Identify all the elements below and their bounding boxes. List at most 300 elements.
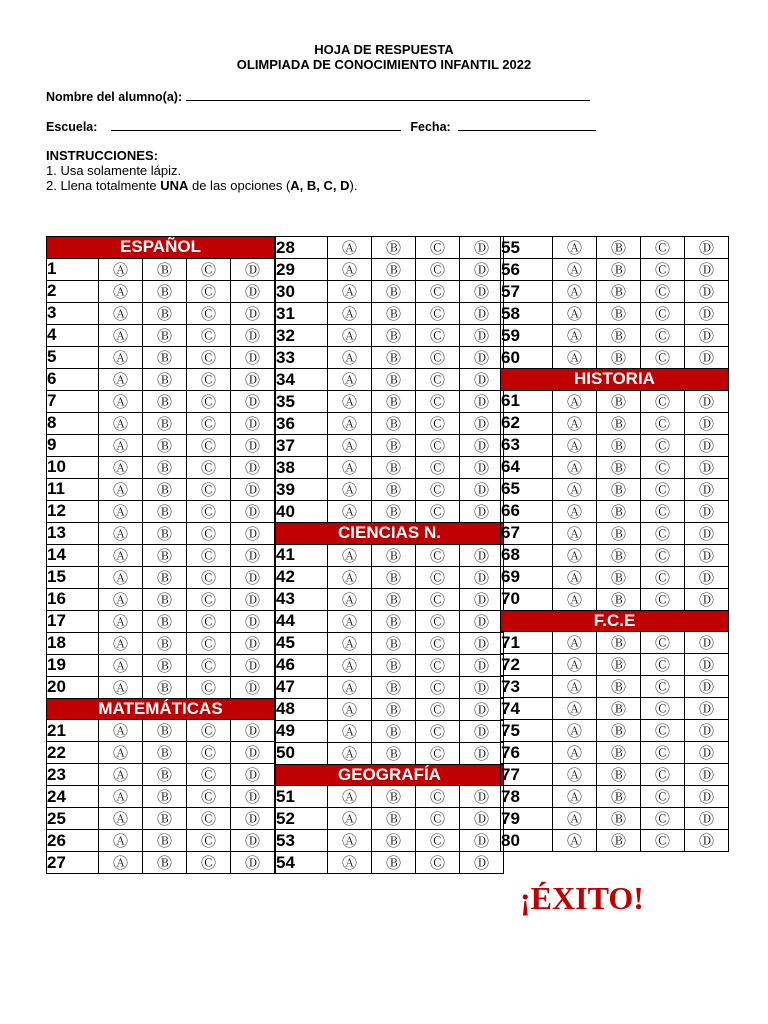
answer-bubble-d[interactable]: Ⓓ (685, 742, 729, 764)
answer-bubble-b[interactable]: Ⓑ (372, 259, 416, 281)
answer-bubble-a[interactable]: Ⓐ (99, 390, 143, 412)
answer-bubble-b[interactable]: Ⓑ (143, 632, 187, 654)
answer-bubble-b[interactable]: Ⓑ (372, 786, 416, 808)
answer-bubble-d[interactable]: Ⓓ (231, 324, 275, 346)
answer-bubble-d[interactable]: Ⓓ (231, 830, 275, 852)
answer-bubble-d[interactable]: Ⓓ (685, 808, 729, 830)
answer-bubble-c[interactable]: Ⓒ (187, 324, 231, 346)
answer-bubble-d[interactable]: Ⓓ (231, 258, 275, 280)
answer-bubble-c[interactable]: Ⓒ (187, 346, 231, 368)
answer-bubble-a[interactable]: Ⓐ (99, 302, 143, 324)
answer-bubble-a[interactable]: Ⓐ (553, 588, 597, 610)
answer-bubble-d[interactable]: Ⓓ (460, 413, 504, 435)
answer-bubble-b[interactable]: Ⓑ (143, 478, 187, 500)
answer-bubble-b[interactable]: Ⓑ (597, 632, 641, 654)
answer-bubble-a[interactable]: Ⓐ (99, 478, 143, 500)
answer-bubble-c[interactable]: Ⓒ (187, 852, 231, 874)
answer-bubble-d[interactable]: Ⓓ (685, 303, 729, 325)
answer-bubble-a[interactable]: Ⓐ (328, 742, 372, 764)
answer-bubble-b[interactable]: Ⓑ (372, 698, 416, 720)
answer-bubble-c[interactable]: Ⓒ (187, 434, 231, 456)
answer-bubble-a[interactable]: Ⓐ (99, 346, 143, 368)
answer-bubble-d[interactable]: Ⓓ (231, 742, 275, 764)
answer-bubble-b[interactable]: Ⓑ (597, 654, 641, 676)
answer-bubble-a[interactable]: Ⓐ (553, 544, 597, 566)
answer-bubble-c[interactable]: Ⓒ (641, 676, 685, 698)
answer-bubble-b[interactable]: Ⓑ (143, 588, 187, 610)
answer-bubble-c[interactable]: Ⓒ (641, 412, 685, 434)
answer-bubble-b[interactable]: Ⓑ (597, 390, 641, 412)
answer-bubble-d[interactable]: Ⓓ (685, 786, 729, 808)
answer-bubble-a[interactable]: Ⓐ (328, 720, 372, 742)
answer-bubble-b[interactable]: Ⓑ (143, 808, 187, 830)
answer-bubble-d[interactable]: Ⓓ (231, 434, 275, 456)
answer-bubble-b[interactable]: Ⓑ (143, 368, 187, 390)
answer-bubble-a[interactable]: Ⓐ (328, 347, 372, 369)
answer-bubble-a[interactable]: Ⓐ (99, 720, 143, 742)
answer-bubble-a[interactable]: Ⓐ (553, 654, 597, 676)
answer-bubble-a[interactable]: Ⓐ (328, 413, 372, 435)
answer-bubble-c[interactable]: Ⓒ (641, 478, 685, 500)
answer-bubble-a[interactable]: Ⓐ (99, 830, 143, 852)
answer-bubble-b[interactable]: Ⓑ (372, 852, 416, 874)
answer-bubble-b[interactable]: Ⓑ (597, 434, 641, 456)
answer-bubble-d[interactable]: Ⓓ (685, 544, 729, 566)
school-field[interactable] (46, 119, 596, 134)
answer-bubble-c[interactable]: Ⓒ (641, 808, 685, 830)
answer-bubble-c[interactable]: Ⓒ (187, 808, 231, 830)
answer-bubble-b[interactable]: Ⓑ (143, 610, 187, 632)
answer-bubble-d[interactable]: Ⓓ (460, 588, 504, 610)
answer-bubble-d[interactable]: Ⓓ (231, 786, 275, 808)
answer-bubble-a[interactable]: Ⓐ (553, 522, 597, 544)
answer-bubble-a[interactable]: Ⓐ (553, 281, 597, 303)
answer-bubble-a[interactable]: Ⓐ (99, 522, 143, 544)
answer-bubble-c[interactable]: Ⓒ (416, 654, 460, 676)
answer-bubble-c[interactable]: Ⓒ (416, 720, 460, 742)
answer-bubble-d[interactable]: Ⓓ (231, 412, 275, 434)
answer-bubble-c[interactable]: Ⓒ (641, 522, 685, 544)
answer-bubble-d[interactable]: Ⓓ (460, 369, 504, 391)
answer-bubble-a[interactable]: Ⓐ (99, 676, 143, 698)
answer-bubble-b[interactable]: Ⓑ (143, 412, 187, 434)
answer-bubble-c[interactable]: Ⓒ (416, 479, 460, 501)
answer-bubble-c[interactable]: Ⓒ (416, 259, 460, 281)
answer-bubble-d[interactable]: Ⓓ (685, 434, 729, 456)
answer-bubble-a[interactable]: Ⓐ (328, 786, 372, 808)
answer-bubble-c[interactable]: Ⓒ (187, 632, 231, 654)
answer-bubble-c[interactable]: Ⓒ (641, 325, 685, 347)
date-line[interactable] (458, 119, 596, 131)
answer-bubble-c[interactable]: Ⓒ (416, 544, 460, 566)
answer-bubble-d[interactable]: Ⓓ (231, 500, 275, 522)
answer-bubble-c[interactable]: Ⓒ (641, 588, 685, 610)
answer-bubble-c[interactable]: Ⓒ (641, 390, 685, 412)
answer-bubble-d[interactable]: Ⓓ (460, 544, 504, 566)
answer-bubble-a[interactable]: Ⓐ (553, 478, 597, 500)
answer-bubble-a[interactable]: Ⓐ (328, 830, 372, 852)
answer-bubble-c[interactable]: Ⓒ (641, 654, 685, 676)
answer-bubble-c[interactable]: Ⓒ (641, 434, 685, 456)
answer-bubble-b[interactable]: Ⓑ (372, 808, 416, 830)
answer-bubble-a[interactable]: Ⓐ (328, 325, 372, 347)
answer-bubble-b[interactable]: Ⓑ (372, 325, 416, 347)
answer-bubble-d[interactable]: Ⓓ (231, 566, 275, 588)
answer-bubble-c[interactable]: Ⓒ (416, 325, 460, 347)
answer-bubble-a[interactable]: Ⓐ (99, 324, 143, 346)
answer-bubble-c[interactable]: Ⓒ (416, 610, 460, 632)
answer-bubble-b[interactable]: Ⓑ (372, 610, 416, 632)
answer-bubble-a[interactable]: Ⓐ (99, 610, 143, 632)
answer-bubble-d[interactable]: Ⓓ (685, 654, 729, 676)
answer-bubble-a[interactable]: Ⓐ (553, 434, 597, 456)
answer-bubble-a[interactable]: Ⓐ (328, 698, 372, 720)
answer-bubble-d[interactable]: Ⓓ (460, 479, 504, 501)
answer-bubble-c[interactable]: Ⓒ (416, 742, 460, 764)
answer-bubble-b[interactable]: Ⓑ (597, 544, 641, 566)
answer-bubble-d[interactable]: Ⓓ (460, 676, 504, 698)
answer-bubble-a[interactable]: Ⓐ (99, 566, 143, 588)
answer-bubble-b[interactable]: Ⓑ (597, 698, 641, 720)
answer-bubble-c[interactable]: Ⓒ (187, 676, 231, 698)
answer-bubble-d[interactable]: Ⓓ (685, 500, 729, 522)
answer-bubble-d[interactable]: Ⓓ (460, 698, 504, 720)
answer-bubble-b[interactable]: Ⓑ (372, 830, 416, 852)
answer-bubble-a[interactable]: Ⓐ (328, 281, 372, 303)
answer-bubble-b[interactable]: Ⓑ (143, 742, 187, 764)
answer-bubble-d[interactable]: Ⓓ (460, 281, 504, 303)
answer-bubble-d[interactable]: Ⓓ (460, 654, 504, 676)
answer-bubble-c[interactable]: Ⓒ (187, 786, 231, 808)
answer-bubble-a[interactable]: Ⓐ (328, 808, 372, 830)
answer-bubble-a[interactable]: Ⓐ (553, 698, 597, 720)
answer-bubble-a[interactable]: Ⓐ (99, 852, 143, 874)
answer-bubble-b[interactable]: Ⓑ (372, 369, 416, 391)
answer-bubble-d[interactable]: Ⓓ (231, 610, 275, 632)
answer-bubble-d[interactable]: Ⓓ (460, 347, 504, 369)
answer-bubble-b[interactable]: Ⓑ (143, 566, 187, 588)
school-line[interactable] (111, 119, 401, 131)
answer-bubble-b[interactable]: Ⓑ (143, 676, 187, 698)
answer-bubble-d[interactable]: Ⓓ (231, 654, 275, 676)
answer-bubble-b[interactable]: Ⓑ (597, 478, 641, 500)
answer-bubble-a[interactable]: Ⓐ (553, 390, 597, 412)
answer-bubble-c[interactable]: Ⓒ (641, 237, 685, 259)
answer-bubble-b[interactable]: Ⓑ (597, 764, 641, 786)
answer-bubble-a[interactable]: Ⓐ (99, 742, 143, 764)
answer-bubble-d[interactable]: Ⓓ (460, 786, 504, 808)
answer-bubble-b[interactable]: Ⓑ (597, 259, 641, 281)
answer-bubble-c[interactable]: Ⓒ (187, 456, 231, 478)
answer-bubble-d[interactable]: Ⓓ (231, 478, 275, 500)
answer-bubble-c[interactable]: Ⓒ (187, 566, 231, 588)
answer-bubble-a[interactable]: Ⓐ (553, 566, 597, 588)
answer-bubble-d[interactable]: Ⓓ (460, 742, 504, 764)
answer-bubble-c[interactable]: Ⓒ (416, 413, 460, 435)
answer-bubble-c[interactable]: Ⓒ (641, 786, 685, 808)
answer-bubble-d[interactable]: Ⓓ (685, 830, 729, 852)
answer-bubble-b[interactable]: Ⓑ (143, 830, 187, 852)
answer-bubble-d[interactable]: Ⓓ (685, 325, 729, 347)
answer-bubble-c[interactable]: Ⓒ (641, 698, 685, 720)
answer-bubble-c[interactable]: Ⓒ (641, 720, 685, 742)
answer-bubble-b[interactable]: Ⓑ (597, 676, 641, 698)
answer-bubble-d[interactable]: Ⓓ (460, 325, 504, 347)
answer-bubble-c[interactable]: Ⓒ (187, 390, 231, 412)
answer-bubble-c[interactable]: Ⓒ (416, 347, 460, 369)
answer-bubble-c[interactable]: Ⓒ (641, 303, 685, 325)
answer-bubble-d[interactable]: Ⓓ (685, 588, 729, 610)
answer-bubble-b[interactable]: Ⓑ (143, 852, 187, 874)
answer-bubble-c[interactable]: Ⓒ (187, 522, 231, 544)
answer-bubble-a[interactable]: Ⓐ (99, 632, 143, 654)
answer-bubble-b[interactable]: Ⓑ (372, 347, 416, 369)
answer-bubble-b[interactable]: Ⓑ (372, 303, 416, 325)
answer-bubble-a[interactable]: Ⓐ (99, 280, 143, 302)
answer-bubble-a[interactable]: Ⓐ (328, 391, 372, 413)
answer-bubble-c[interactable]: Ⓒ (416, 566, 460, 588)
answer-bubble-a[interactable]: Ⓐ (99, 588, 143, 610)
answer-bubble-a[interactable]: Ⓐ (553, 830, 597, 852)
answer-bubble-d[interactable]: Ⓓ (685, 281, 729, 303)
answer-bubble-b[interactable]: Ⓑ (597, 325, 641, 347)
answer-bubble-a[interactable]: Ⓐ (553, 676, 597, 698)
answer-bubble-d[interactable]: Ⓓ (231, 390, 275, 412)
answer-bubble-b[interactable]: Ⓑ (372, 281, 416, 303)
answer-bubble-b[interactable]: Ⓑ (143, 456, 187, 478)
answer-bubble-d[interactable]: Ⓓ (460, 303, 504, 325)
answer-bubble-c[interactable]: Ⓒ (187, 764, 231, 786)
answer-bubble-d[interactable]: Ⓓ (685, 390, 729, 412)
answer-bubble-a[interactable]: Ⓐ (553, 808, 597, 830)
answer-bubble-b[interactable]: Ⓑ (597, 808, 641, 830)
answer-bubble-d[interactable]: Ⓓ (231, 544, 275, 566)
answer-bubble-d[interactable]: Ⓓ (685, 720, 729, 742)
answer-bubble-d[interactable]: Ⓓ (231, 522, 275, 544)
answer-bubble-c[interactable]: Ⓒ (416, 435, 460, 457)
answer-bubble-b[interactable]: Ⓑ (143, 346, 187, 368)
answer-bubble-d[interactable]: Ⓓ (460, 566, 504, 588)
student-name-line[interactable] (186, 89, 590, 101)
answer-bubble-d[interactable]: Ⓓ (231, 852, 275, 874)
answer-bubble-d[interactable]: Ⓓ (685, 764, 729, 786)
answer-bubble-a[interactable]: Ⓐ (553, 500, 597, 522)
answer-bubble-a[interactable]: Ⓐ (553, 237, 597, 259)
answer-bubble-b[interactable]: Ⓑ (597, 720, 641, 742)
answer-bubble-d[interactable]: Ⓓ (231, 280, 275, 302)
answer-bubble-c[interactable]: Ⓒ (416, 852, 460, 874)
answer-bubble-a[interactable]: Ⓐ (328, 632, 372, 654)
answer-bubble-c[interactable]: Ⓒ (641, 281, 685, 303)
answer-bubble-a[interactable]: Ⓐ (553, 347, 597, 369)
student-name-field[interactable] (46, 89, 590, 104)
answer-bubble-d[interactable]: Ⓓ (231, 346, 275, 368)
answer-bubble-a[interactable]: Ⓐ (553, 632, 597, 654)
answer-bubble-b[interactable]: Ⓑ (372, 237, 416, 259)
answer-bubble-d[interactable]: Ⓓ (685, 522, 729, 544)
answer-bubble-a[interactable]: Ⓐ (328, 457, 372, 479)
answer-bubble-d[interactable]: Ⓓ (460, 808, 504, 830)
answer-bubble-a[interactable]: Ⓐ (99, 764, 143, 786)
answer-bubble-a[interactable]: Ⓐ (553, 786, 597, 808)
answer-bubble-a[interactable]: Ⓐ (553, 764, 597, 786)
answer-bubble-d[interactable]: Ⓓ (685, 698, 729, 720)
answer-bubble-a[interactable]: Ⓐ (328, 259, 372, 281)
answer-bubble-a[interactable]: Ⓐ (328, 610, 372, 632)
answer-bubble-c[interactable]: Ⓒ (641, 456, 685, 478)
answer-bubble-a[interactable]: Ⓐ (99, 544, 143, 566)
answer-bubble-b[interactable]: Ⓑ (597, 786, 641, 808)
answer-bubble-c[interactable]: Ⓒ (641, 764, 685, 786)
answer-bubble-c[interactable]: Ⓒ (416, 676, 460, 698)
answer-bubble-d[interactable]: Ⓓ (460, 237, 504, 259)
answer-bubble-d[interactable]: Ⓓ (685, 237, 729, 259)
answer-bubble-a[interactable]: Ⓐ (99, 412, 143, 434)
answer-bubble-d[interactable]: Ⓓ (460, 391, 504, 413)
answer-bubble-c[interactable]: Ⓒ (416, 369, 460, 391)
answer-bubble-d[interactable]: Ⓓ (460, 852, 504, 874)
answer-bubble-b[interactable]: Ⓑ (597, 237, 641, 259)
answer-bubble-b[interactable]: Ⓑ (372, 654, 416, 676)
answer-bubble-b[interactable]: Ⓑ (143, 280, 187, 302)
answer-bubble-c[interactable]: Ⓒ (187, 610, 231, 632)
answer-bubble-a[interactable]: Ⓐ (328, 852, 372, 874)
answer-bubble-d[interactable]: Ⓓ (231, 676, 275, 698)
answer-bubble-b[interactable]: Ⓑ (372, 413, 416, 435)
answer-bubble-d[interactable]: Ⓓ (460, 720, 504, 742)
answer-bubble-b[interactable]: Ⓑ (372, 720, 416, 742)
answer-bubble-d[interactable]: Ⓓ (460, 632, 504, 654)
answer-bubble-a[interactable]: Ⓐ (553, 259, 597, 281)
answer-bubble-b[interactable]: Ⓑ (597, 281, 641, 303)
answer-bubble-d[interactable]: Ⓓ (231, 808, 275, 830)
answer-bubble-b[interactable]: Ⓑ (372, 544, 416, 566)
answer-bubble-c[interactable]: Ⓒ (416, 501, 460, 523)
answer-bubble-b[interactable]: Ⓑ (597, 566, 641, 588)
answer-bubble-b[interactable]: Ⓑ (597, 456, 641, 478)
answer-bubble-b[interactable]: Ⓑ (372, 479, 416, 501)
answer-bubble-c[interactable]: Ⓒ (641, 566, 685, 588)
answer-bubble-a[interactable]: Ⓐ (99, 654, 143, 676)
answer-bubble-b[interactable]: Ⓑ (143, 390, 187, 412)
answer-bubble-b[interactable]: Ⓑ (372, 457, 416, 479)
answer-bubble-b[interactable]: Ⓑ (372, 676, 416, 698)
answer-bubble-c[interactable]: Ⓒ (641, 500, 685, 522)
answer-bubble-b[interactable]: Ⓑ (143, 434, 187, 456)
answer-bubble-b[interactable]: Ⓑ (597, 522, 641, 544)
answer-bubble-b[interactable]: Ⓑ (597, 412, 641, 434)
answer-bubble-b[interactable]: Ⓑ (372, 501, 416, 523)
answer-bubble-c[interactable]: Ⓒ (187, 742, 231, 764)
answer-bubble-d[interactable]: Ⓓ (685, 347, 729, 369)
answer-bubble-c[interactable]: Ⓒ (187, 830, 231, 852)
answer-bubble-c[interactable]: Ⓒ (641, 632, 685, 654)
answer-bubble-a[interactable]: Ⓐ (99, 434, 143, 456)
answer-bubble-b[interactable]: Ⓑ (597, 742, 641, 764)
answer-bubble-b[interactable]: Ⓑ (143, 302, 187, 324)
answer-bubble-c[interactable]: Ⓒ (187, 500, 231, 522)
answer-bubble-c[interactable]: Ⓒ (641, 347, 685, 369)
answer-bubble-b[interactable]: Ⓑ (597, 347, 641, 369)
answer-bubble-c[interactable]: Ⓒ (416, 237, 460, 259)
answer-bubble-c[interactable]: Ⓒ (187, 544, 231, 566)
answer-bubble-c[interactable]: Ⓒ (187, 478, 231, 500)
answer-bubble-b[interactable]: Ⓑ (372, 588, 416, 610)
answer-bubble-c[interactable]: Ⓒ (641, 544, 685, 566)
answer-bubble-a[interactable]: Ⓐ (328, 588, 372, 610)
answer-bubble-c[interactable]: Ⓒ (641, 742, 685, 764)
answer-bubble-d[interactable]: Ⓓ (231, 588, 275, 610)
answer-bubble-c[interactable]: Ⓒ (187, 258, 231, 280)
answer-bubble-c[interactable]: Ⓒ (416, 391, 460, 413)
answer-bubble-a[interactable]: Ⓐ (328, 566, 372, 588)
answer-bubble-c[interactable]: Ⓒ (641, 830, 685, 852)
answer-bubble-b[interactable]: Ⓑ (143, 258, 187, 280)
answer-bubble-d[interactable]: Ⓓ (460, 610, 504, 632)
answer-bubble-a[interactable]: Ⓐ (328, 369, 372, 391)
answer-bubble-c[interactable]: Ⓒ (416, 808, 460, 830)
answer-bubble-a[interactable]: Ⓐ (328, 676, 372, 698)
answer-bubble-b[interactable]: Ⓑ (372, 435, 416, 457)
answer-bubble-b[interactable]: Ⓑ (372, 742, 416, 764)
answer-bubble-c[interactable]: Ⓒ (416, 698, 460, 720)
answer-bubble-c[interactable]: Ⓒ (416, 632, 460, 654)
answer-bubble-c[interactable]: Ⓒ (187, 720, 231, 742)
answer-bubble-d[interactable]: Ⓓ (460, 830, 504, 852)
answer-bubble-b[interactable]: Ⓑ (143, 720, 187, 742)
answer-bubble-c[interactable]: Ⓒ (416, 830, 460, 852)
answer-bubble-b[interactable]: Ⓑ (143, 544, 187, 566)
answer-bubble-d[interactable]: Ⓓ (685, 632, 729, 654)
answer-bubble-d[interactable]: Ⓓ (685, 478, 729, 500)
answer-bubble-a[interactable]: Ⓐ (99, 808, 143, 830)
answer-bubble-a[interactable]: Ⓐ (328, 237, 372, 259)
answer-bubble-d[interactable]: Ⓓ (460, 435, 504, 457)
answer-bubble-d[interactable]: Ⓓ (231, 632, 275, 654)
answer-bubble-a[interactable]: Ⓐ (553, 456, 597, 478)
answer-bubble-a[interactable]: Ⓐ (553, 325, 597, 347)
answer-bubble-d[interactable]: Ⓓ (685, 259, 729, 281)
answer-bubble-c[interactable]: Ⓒ (187, 412, 231, 434)
answer-bubble-a[interactable]: Ⓐ (99, 500, 143, 522)
answer-bubble-b[interactable]: Ⓑ (372, 632, 416, 654)
answer-bubble-b[interactable]: Ⓑ (372, 566, 416, 588)
answer-bubble-a[interactable]: Ⓐ (553, 412, 597, 434)
answer-bubble-b[interactable]: Ⓑ (597, 588, 641, 610)
answer-bubble-c[interactable]: Ⓒ (416, 281, 460, 303)
answer-bubble-b[interactable]: Ⓑ (143, 500, 187, 522)
answer-bubble-d[interactable]: Ⓓ (231, 456, 275, 478)
answer-bubble-b[interactable]: Ⓑ (143, 522, 187, 544)
answer-bubble-d[interactable]: Ⓓ (231, 764, 275, 786)
answer-bubble-d[interactable]: Ⓓ (231, 368, 275, 390)
answer-bubble-a[interactable]: Ⓐ (99, 368, 143, 390)
answer-bubble-c[interactable]: Ⓒ (416, 303, 460, 325)
answer-bubble-d[interactable]: Ⓓ (460, 457, 504, 479)
answer-bubble-c[interactable]: Ⓒ (187, 368, 231, 390)
answer-bubble-d[interactable]: Ⓓ (460, 501, 504, 523)
answer-bubble-d[interactable]: Ⓓ (685, 676, 729, 698)
answer-bubble-d[interactable]: Ⓓ (460, 259, 504, 281)
answer-bubble-b[interactable]: Ⓑ (143, 764, 187, 786)
answer-bubble-d[interactable]: Ⓓ (231, 302, 275, 324)
answer-bubble-c[interactable]: Ⓒ (641, 259, 685, 281)
answer-bubble-a[interactable]: Ⓐ (328, 435, 372, 457)
answer-bubble-a[interactable]: Ⓐ (328, 544, 372, 566)
answer-bubble-a[interactable]: Ⓐ (328, 479, 372, 501)
answer-bubble-b[interactable]: Ⓑ (597, 303, 641, 325)
answer-bubble-b[interactable]: Ⓑ (597, 830, 641, 852)
